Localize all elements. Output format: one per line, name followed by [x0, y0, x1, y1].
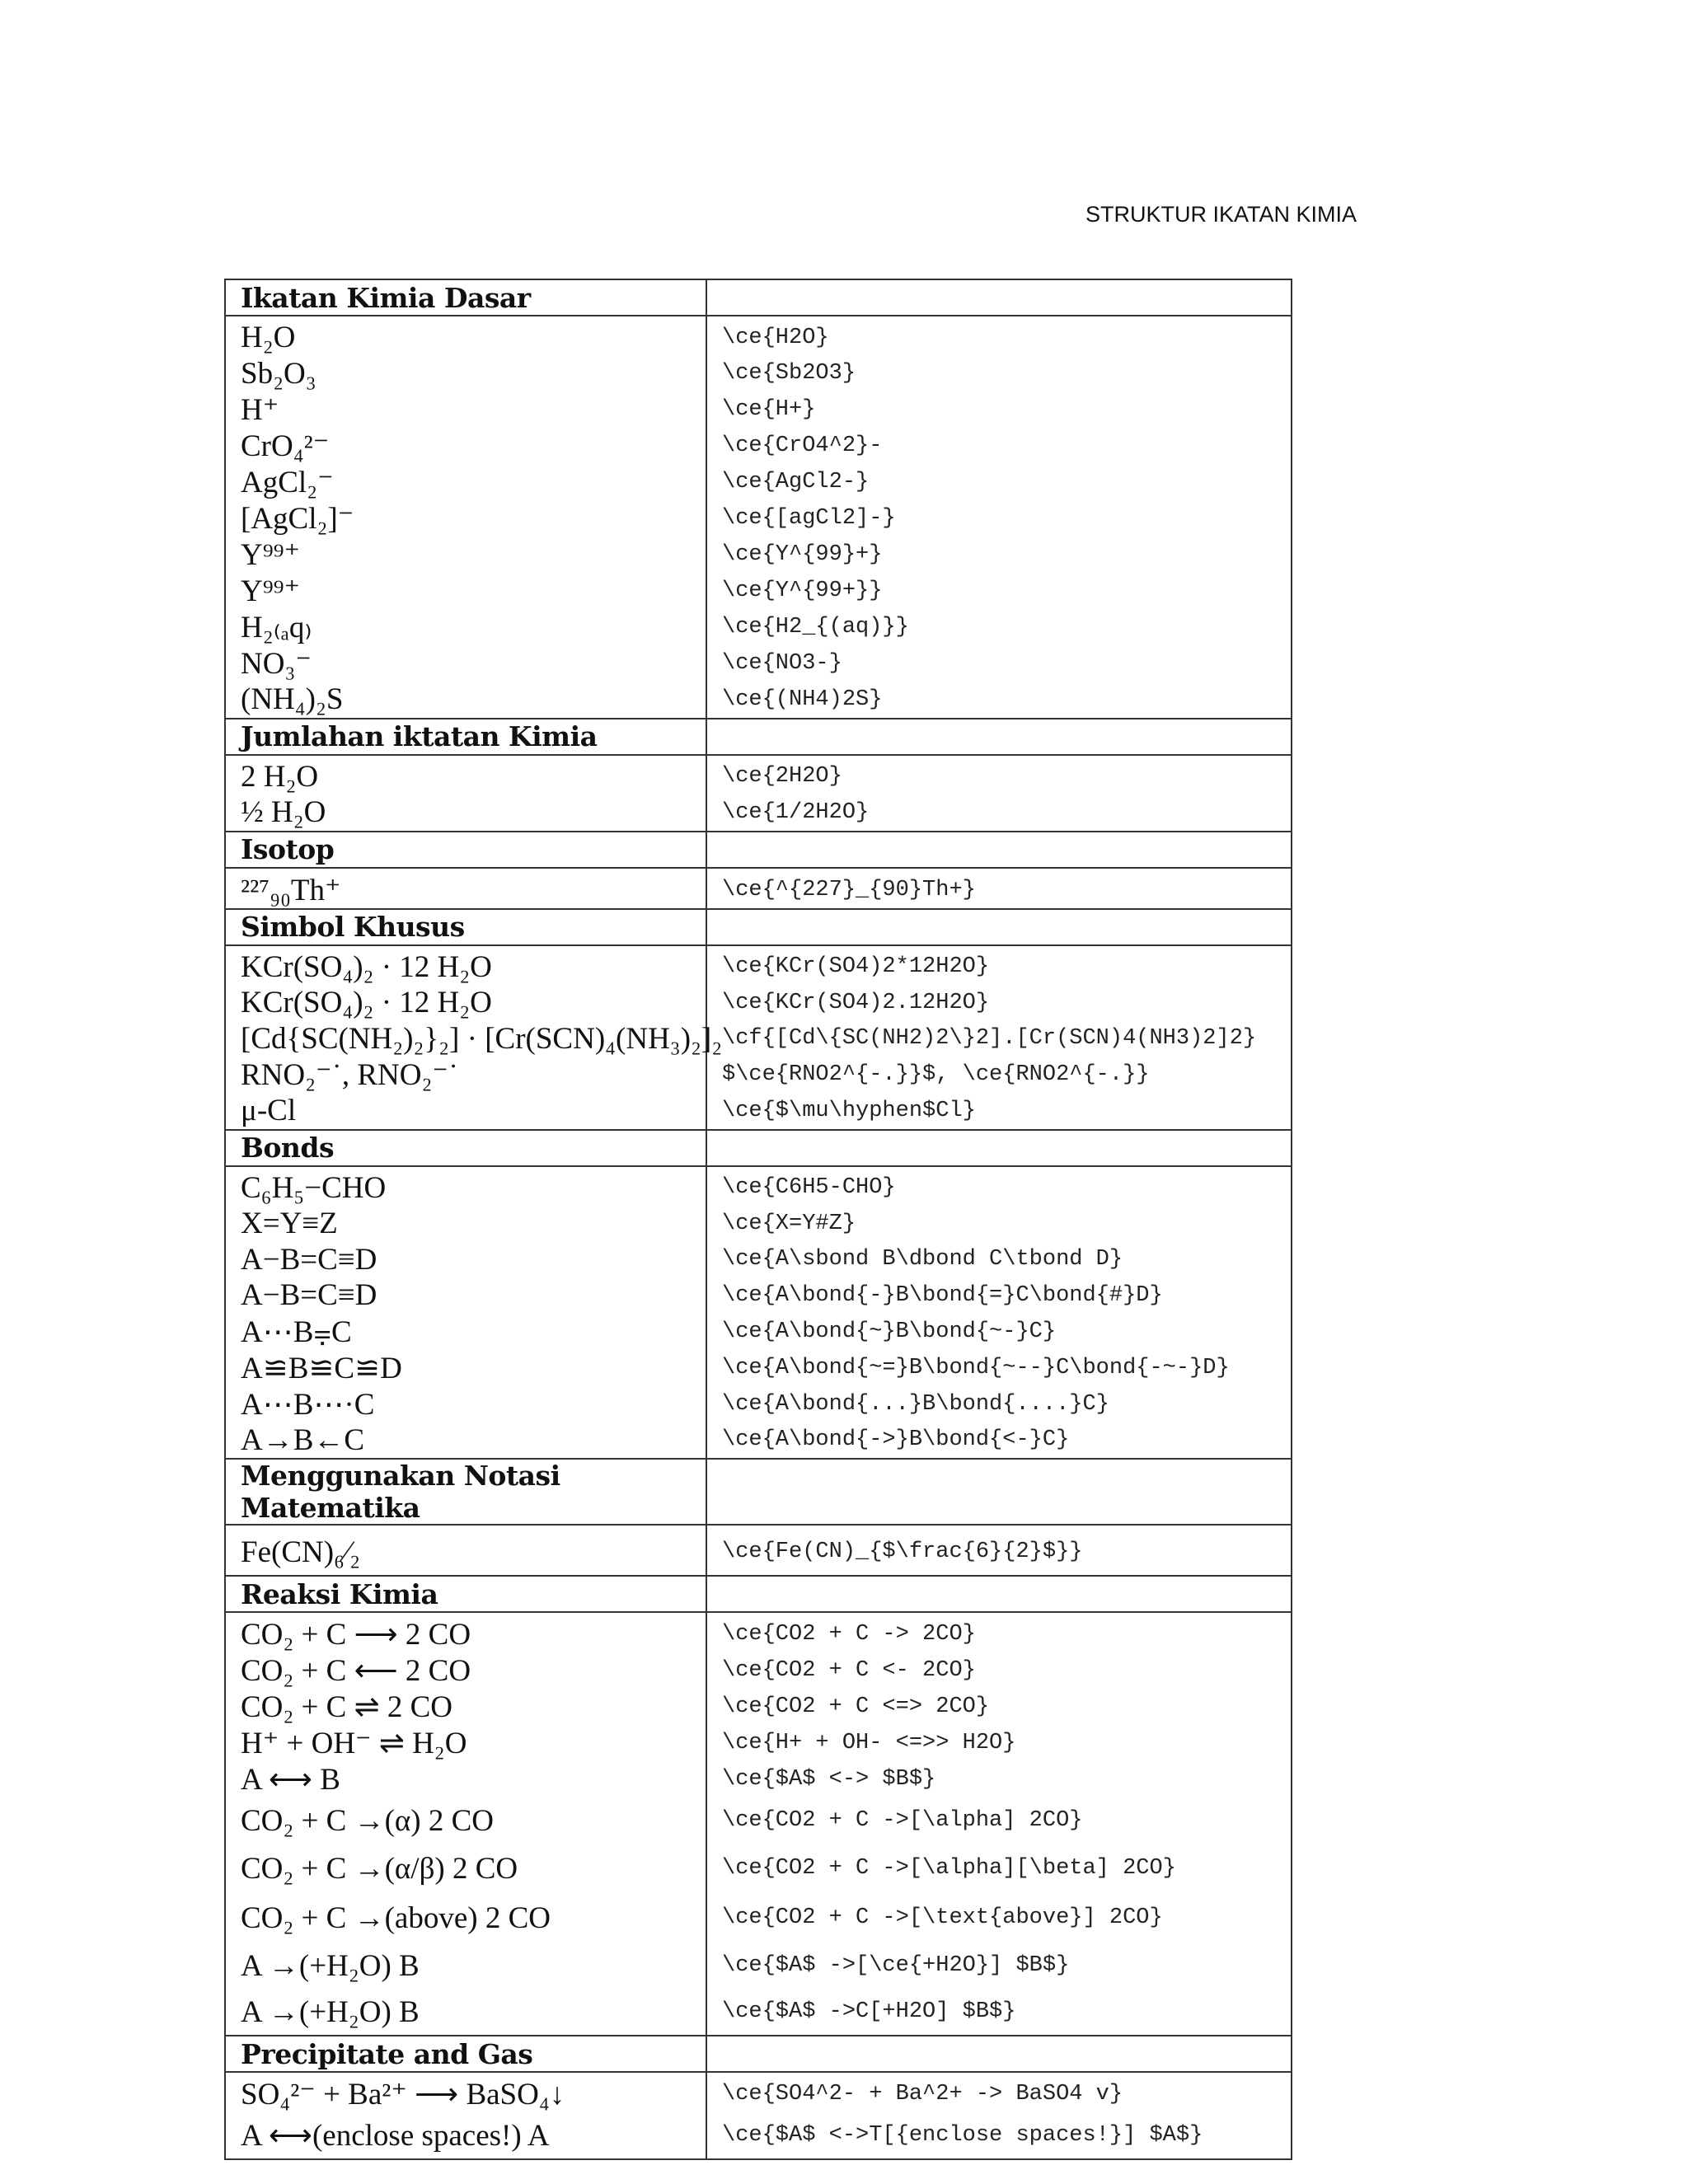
code-cell: \ce{$A$ <-> $B$}: [706, 1761, 1292, 1797]
section-blank-cell: [706, 719, 1292, 755]
table-row: [225, 945, 1292, 986]
code-cell: \ce{CO2 + C ->[\alpha][\beta] 2CO}: [706, 1844, 1292, 1893]
table-row: [225, 316, 1292, 356]
page-header: STRUKTUR IKATAN KIMIA: [1085, 202, 1357, 227]
section-title: Bonds: [225, 1130, 706, 1166]
section-title: Reaksi Kimia: [225, 1576, 706, 1612]
section-header: [225, 832, 1292, 868]
formula-cell: Y⁹⁹⁺: [225, 537, 706, 573]
code-cell: \ce{Fe(CN)_{$\frac{6}{2}$}}: [706, 1525, 1292, 1576]
table-row: [225, 1093, 1292, 1130]
formula-cell: A−B=C≡D: [225, 1242, 706, 1278]
section-blank-cell: [706, 832, 1292, 868]
formula-cell: CO₂ + C ⇌ 2 CO: [225, 1689, 706, 1725]
formula-cell: A⋯B⋯·C: [225, 1386, 706, 1422]
table-row: [225, 500, 1292, 537]
formula-cell: CrO₄²⁻: [225, 428, 706, 464]
formula-cell: A⋯B⩦C: [225, 1314, 706, 1350]
table-row: [225, 1021, 1292, 1057]
table-row: [225, 609, 1292, 645]
formula-cell: C₆H₅−CHO: [225, 1166, 706, 1207]
code-cell: \ce{H+}: [706, 391, 1292, 428]
section-header: [225, 1576, 1292, 1612]
table-row: [225, 1314, 1292, 1350]
code-cell: \ce{CrO4^2}-: [706, 428, 1292, 464]
section-header: [225, 1459, 1292, 1525]
section-blank-cell: [706, 909, 1292, 945]
table-row: [225, 2112, 1292, 2159]
table-row: [225, 1386, 1292, 1422]
code-cell: \ce{$A$ <->T[{enclose spaces!}] $A$}: [706, 2112, 1292, 2159]
section-blank-cell: [706, 1130, 1292, 1166]
code-cell: \ce{CO2 + C ->[\alpha] 2CO}: [706, 1797, 1292, 1844]
formula-cell: [AgCl₂]⁻: [225, 500, 706, 537]
section-title: Isotop: [225, 832, 706, 868]
code-cell: \ce{NO3-}: [706, 645, 1292, 682]
table-row: [225, 1844, 1292, 1893]
section-header: [225, 2036, 1292, 2072]
formula-cell: H₂O: [225, 316, 706, 356]
code-cell: \ce{A\bond{~}B\bond{~-}C}: [706, 1314, 1292, 1350]
table-row: [225, 537, 1292, 573]
code-cell: \ce{KCr(SO4)2.12H2O}: [706, 985, 1292, 1021]
formula-cell: CO₂ + C →(α/β) 2 CO: [225, 1844, 706, 1893]
table-row: [225, 1350, 1292, 1386]
code-cell: \ce{H2O}: [706, 316, 1292, 356]
code-cell: \ce{H2_{(aq)}}: [706, 609, 1292, 645]
code-cell: \ce{CO2 + C -> 2CO}: [706, 1612, 1292, 1652]
section-header: [225, 1130, 1292, 1166]
code-cell: \ce{SO4^2- + Ba^2+ -> BaSO4 v}: [706, 2072, 1292, 2112]
table-row: [225, 1612, 1292, 1652]
code-cell: \ce{A\bond{...}B\bond{....}C}: [706, 1386, 1292, 1422]
formula-cell: A−B=C≡D: [225, 1277, 706, 1314]
formula-cell: A →(+H₂O) B: [225, 1943, 706, 1989]
section-blank-cell: [706, 1459, 1292, 1525]
code-cell: \ce{[agCl2]-}: [706, 500, 1292, 537]
table-row: [225, 428, 1292, 464]
code-cell: \ce{Y^{99}+}: [706, 537, 1292, 573]
section-blank-cell: [706, 1576, 1292, 1612]
code-cell: \ce{^{227}_{90}Th+}: [706, 868, 1292, 909]
formula-cell: SO₄²⁻ + Ba²⁺ ⟶ BaSO₄↓: [225, 2072, 706, 2112]
code-cell: \ce{$A$ ->C[+H2O] $B$}: [706, 1989, 1292, 2036]
formula-cell: A≌B≌C≌D: [225, 1350, 706, 1386]
table-row: [225, 391, 1292, 428]
section-blank-cell: [706, 2036, 1292, 2072]
code-cell: \ce{Sb2O3}: [706, 356, 1292, 392]
chemistry-table: [224, 279, 1292, 2160]
formula-cell: RNO₂⁻˙, RNO₂⁻˙: [225, 1057, 706, 1093]
code-cell: \ce{A\bond{~=}B\bond{~--}C\bond{-~-}D}: [706, 1350, 1292, 1386]
table-row: [225, 868, 1292, 909]
formula-cell: NO₃⁻: [225, 645, 706, 682]
formula-cell: H₂₍ₐq₎: [225, 609, 706, 645]
section-header: [225, 279, 1292, 316]
formula-cell: [Cd{SC(NH₂)₂}₂] · [Cr(SCN)₄(NH₃)₂]₂: [225, 1021, 706, 1057]
code-cell: \ce{KCr(SO4)2*12H2O}: [706, 945, 1292, 986]
formula-cell: CO₂ + C ⟵ 2 CO: [225, 1652, 706, 1689]
table-row: [225, 464, 1292, 500]
table-row: [225, 573, 1292, 609]
code-cell: \ce{CO2 + C <=> 2CO}: [706, 1689, 1292, 1725]
formula-cell: 2 H₂O: [225, 755, 706, 795]
code-cell: \ce{AgCl2-}: [706, 464, 1292, 500]
formula-cell: (NH₄)₂S: [225, 682, 706, 719]
table-row: [225, 1797, 1292, 1844]
code-cell: \ce{Y^{99+}}: [706, 573, 1292, 609]
table-row: [225, 1422, 1292, 1460]
table-row: [225, 645, 1292, 682]
formula-cell: CO₂ + C →(above) 2 CO: [225, 1893, 706, 1943]
table-row: [225, 1893, 1292, 1943]
formula-cell: CO₂ + C →(α) 2 CO: [225, 1797, 706, 1844]
table-row: [225, 1943, 1292, 1989]
formula-cell: ½ H₂O: [225, 794, 706, 832]
code-cell: \ce{$A$ ->[\ce{+H2O}] $B$}: [706, 1943, 1292, 1989]
table-row: [225, 1652, 1292, 1689]
table-row: [225, 2072, 1292, 2112]
table-row: [225, 1166, 1292, 1207]
table-row: [225, 1725, 1292, 1761]
formula-cell: KCr(SO₄)₂ · 12 H₂O: [225, 945, 706, 986]
code-cell: \ce{A\bond{->}B\bond{<-}C}: [706, 1422, 1292, 1460]
table-row: [225, 1206, 1292, 1242]
formula-cell: A ⟷(enclose spaces!) A: [225, 2112, 706, 2159]
code-cell: \cf{[Cd\{SC(NH2)2\}2].[Cr(SCN)4(NH3)2]2}: [706, 1021, 1292, 1057]
table-row: [225, 1277, 1292, 1314]
code-cell: \ce{A\bond{-}B\bond{=}C\bond{#}D}: [706, 1277, 1292, 1314]
formula-cell: Y⁹⁹⁺: [225, 573, 706, 609]
formula-cell: H⁺: [225, 391, 706, 428]
table-row: [225, 1525, 1292, 1576]
formula-cell: Fe(CN)₆⁄₂: [225, 1525, 706, 1576]
code-cell: \ce{(NH4)2S}: [706, 682, 1292, 719]
formula-cell: KCr(SO₄)₂ · 12 H₂O: [225, 985, 706, 1021]
formula-cell: ²²⁷₉₀Th⁺: [225, 868, 706, 909]
code-cell: \ce{$\mu\hyphen$Cl}: [706, 1093, 1292, 1130]
table-row: [225, 985, 1292, 1021]
code-cell: $\ce{RNO2^{-.}}$, \ce{RNO2^{-.}}: [706, 1057, 1292, 1093]
section-header: [225, 719, 1292, 755]
table-row: [225, 1761, 1292, 1797]
table-row: [225, 1242, 1292, 1278]
code-cell: \ce{A\sbond B\dbond C\tbond D}: [706, 1242, 1292, 1278]
formula-cell: A ⟷ B: [225, 1761, 706, 1797]
formula-cell: AgCl₂⁻: [225, 464, 706, 500]
code-cell: \ce{CO2 + C ->[\text{above}] 2CO}: [706, 1893, 1292, 1943]
formula-cell: H⁺ + OH⁻ ⇌ H₂O: [225, 1725, 706, 1761]
table-row: [225, 1989, 1292, 2036]
code-cell: \ce{2H2O}: [706, 755, 1292, 795]
code-cell: \ce{1/2H2O}: [706, 794, 1292, 832]
section-header: [225, 909, 1292, 945]
section-title: Jumlahan iktatan Kimia: [225, 719, 706, 755]
table-row: [225, 1057, 1292, 1093]
section-title: Precipitate and Gas: [225, 2036, 706, 2072]
section-title: Ikatan Kimia Dasar: [225, 279, 706, 316]
table-row: [225, 794, 1292, 832]
section-title: Menggunakan Notasi Matematika: [225, 1459, 706, 1525]
formula-cell: A→B←C: [225, 1422, 706, 1460]
section-blank-cell: [706, 279, 1292, 316]
section-title: Simbol Khusus: [225, 909, 706, 945]
formula-cell: CO₂ + C ⟶ 2 CO: [225, 1612, 706, 1652]
formula-cell: μ-Cl: [225, 1093, 706, 1130]
code-cell: \ce{X=Y#Z}: [706, 1206, 1292, 1242]
table-row: [225, 682, 1292, 719]
code-cell: \ce{CO2 + C <- 2CO}: [706, 1652, 1292, 1689]
code-cell: \ce{H+ + OH- <=>> H2O}: [706, 1725, 1292, 1761]
formula-cell: A →(+H₂O) B: [225, 1989, 706, 2036]
code-cell: \ce{C6H5-CHO}: [706, 1166, 1292, 1207]
table-row: [225, 1689, 1292, 1725]
formula-cell: Sb₂O₃: [225, 356, 706, 392]
table-row: [225, 755, 1292, 795]
formula-cell: X=Y≡Z: [225, 1206, 706, 1242]
table-row: [225, 356, 1292, 392]
